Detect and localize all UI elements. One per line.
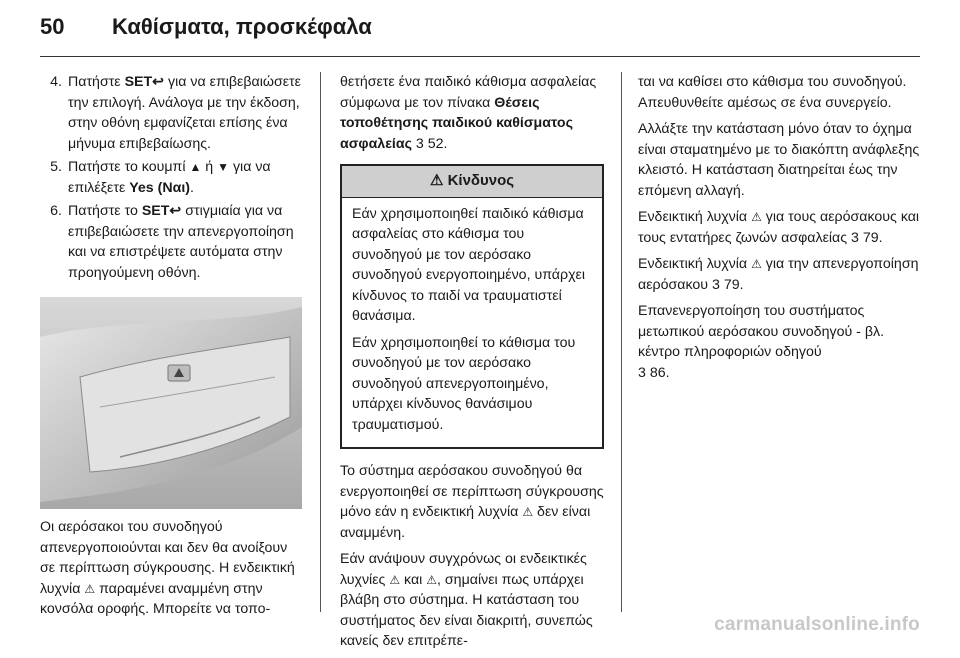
warning-text: Εάν χρησιμοποιηθεί παιδικό κάθισμα ασφαλείας στο κάθισμα του συνοδηγού με τον αερόσακο συνοδηγού ενεργοποιημένο, υπάρχει κίνδυνος το παιδί να τραυματιστεί θανάσιμα.	[352, 205, 585, 324]
airbag-on-icon: ⚠	[751, 210, 762, 224]
roof-console-photo	[40, 297, 302, 509]
airbag-off-icon: ⚠	[751, 257, 762, 271]
ref-arrow-icon: 3	[638, 364, 646, 381]
ref-arrow-icon: 3	[711, 276, 720, 293]
up-arrow-icon: ▲	[189, 160, 202, 174]
step-4: 4. Πατήστε SET↩ για να επιβεβαιώσετε την επιλογή. Ανάλογα με την έκδοση, στην οθόνη εμφανίζεται επίσης ένα μήνυμα επιβεβαίωσης.	[50, 74, 301, 152]
airbag-off-icon: ⚠	[389, 572, 401, 587]
down-arrow-icon: ▼	[217, 160, 229, 174]
watermark: carmanualsonline.info	[714, 614, 920, 635]
paragraph: Επανενεργοποίηση του συστήματος μετωπικού αερόσακου συνοδηγού - βλ. κέντρο πληροφοριών οδηγού 3 86.	[638, 303, 885, 381]
page-header	[40, 14, 372, 54]
warning-icon: ⚠	[429, 172, 444, 189]
set-arrow-icon: ↩	[169, 203, 182, 219]
ref-arrow-icon: 3	[851, 229, 859, 246]
page-title: Καθίσματα, προσκέφαλα	[112, 14, 372, 39]
paragraph: Ενδεικτική λυχνία ⚠ για την απενεργοποίηση αερόσακου 3 79.	[638, 256, 919, 293]
paragraph: Οι αερόσακοι του συνοδηγού απενεργοποιούνται και δεν θα ανοίξουν σε περίπτωση σύγκρουσης. Η ενδεικτική λυχνία ⚠ παραμένει αναμμένη στην κονσόλα οροφής. Μπορείτε να τοπο-	[40, 519, 295, 617]
step-5: 5. Πατήστε το κουμπί ▲ ή ▼ για να επιλέξετε Yes (Ναι).	[50, 159, 271, 196]
roof-console-illustration	[40, 297, 302, 509]
warning-body	[342, 198, 602, 448]
column-3	[638, 72, 928, 389]
page-number: 50	[40, 14, 65, 39]
column-2	[340, 72, 604, 658]
column-1	[40, 72, 304, 626]
warning-header: ⚠ Κίνδυνος	[342, 166, 602, 198]
column-divider	[621, 72, 622, 612]
warning-box	[340, 164, 604, 449]
paragraph: Αλλάξτε την κατάσταση μόνο όταν το όχημα είναι σταματημένο με το διακόπτη ανάφλεξης κλειστό. Η κατάσταση διατηρείται έως την επόμενη αλλαγή.	[638, 121, 920, 199]
paragraph: Εάν ανάψουν συγχρόνως οι ενδεικτικές λυχνίες ⚠ και ⚠, σημαίνει πως υπάρχει βλάβη στο σύστημα. Η κατάσταση του συστήματος δεν είναι διακριτή, συνεπώς κανείς δεν επιτρέπε-	[340, 551, 593, 649]
step-6: 6. Πατήστε το SET↩ στιγμιαία για να επιβεβαιώσετε την απενεργοποίηση και να επιστρέψετε αυτόματα στην προηγούμενη οθόνη.	[50, 203, 294, 281]
paragraph: θετήσετε ένα παιδικό κάθισμα ασφαλείας σύμφωνα με τον πίνακα Θέσεις τοποθέτησης παιδικού καθίσματος ασφαλείας 3 52.	[340, 74, 597, 152]
airbag-off-icon: ⚠	[522, 505, 534, 519]
airbag-on-icon: ⚠	[426, 572, 438, 587]
paragraph: Ενδεικτική λυχνία ⚠ για τους αερόσακους και τους εντατήρες ζωνών ασφαλείας 3 79.	[638, 209, 920, 246]
airbag-off-icon: ⚠	[84, 581, 96, 596]
warning-text: Εάν χρησιμοποιηθεί το κάθισμα του συνοδηγού με τον αερόσακο συνοδηγού απενεργοποιημένο, υπάρχει κίνδυνος θανάσιμου τραυματισμού.	[352, 334, 576, 433]
set-arrow-icon: ↩	[152, 74, 165, 90]
header-rule	[40, 56, 920, 57]
paragraph: Το σύστημα αερόσακου συνοδηγού θα ενεργοποιηθεί σε περίπτωση σύγκρουσης μόνο εάν η ενδεικτική λυχνία ⚠ δεν είναι αναμμένη.	[340, 463, 604, 541]
ref-arrow-icon: 3	[415, 135, 424, 152]
paragraph: ται να καθίσει στο κάθισμα του συνοδηγού. Απευθυνθείτε αμέσως σε ένα συνεργείο.	[638, 74, 907, 111]
column-divider	[320, 72, 321, 612]
